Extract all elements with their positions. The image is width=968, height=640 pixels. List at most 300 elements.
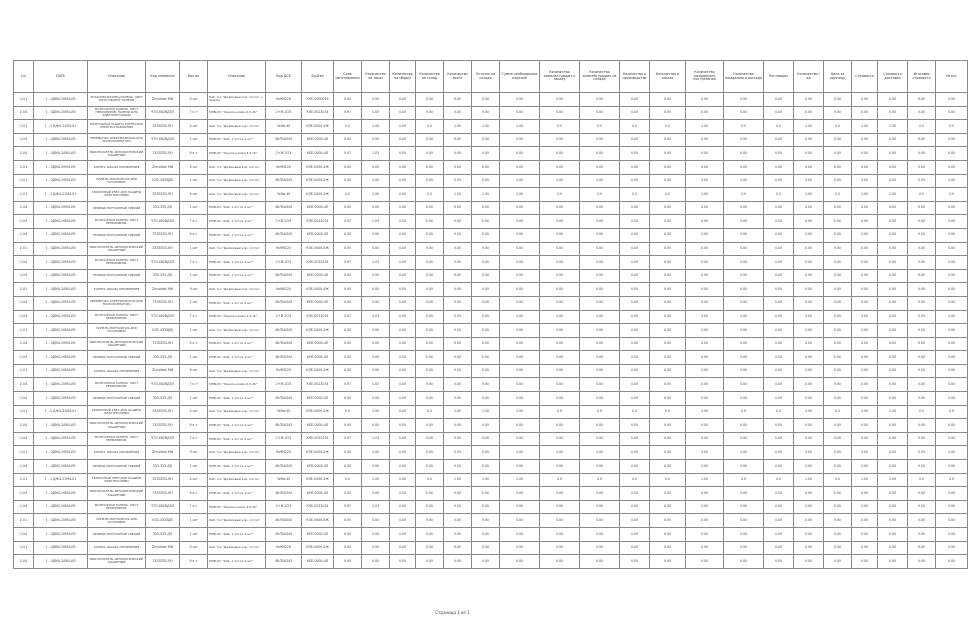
table-cell: 0.00 (620, 215, 650, 229)
table-cell: МНВ-ЛС "Каб. 1 лоток 4 шт" (208, 487, 266, 501)
table-cell: 1 - 0ДМ4-20М4-ИЗ (34, 432, 88, 446)
table-cell: 0.00 (936, 378, 968, 392)
table-cell: 0.00 (650, 174, 686, 188)
table-cell: 1.00 (362, 120, 390, 134)
table-cell: 0.00 (824, 201, 852, 215)
table-cell: 0.0 (650, 473, 686, 487)
table-cell: 2+М-2ОЗ (266, 500, 302, 514)
table-cell: 0.00 (580, 541, 620, 555)
table-cell: ПЕРЕМЫЧКА ЭЛЕКТРИЧЕСКАЯ ДЛЯ ТРАНСФОРМАТОРА (88, 133, 146, 147)
table-cell: 0.00 (472, 392, 500, 406)
table-cell: 1.00 (500, 120, 540, 134)
table-cell: 0.00 (650, 256, 686, 270)
table-cell: КЛЕ-0022034 (302, 500, 334, 514)
table-row (14, 188, 968, 202)
table-cell: 0.00 (500, 337, 540, 351)
table-cell: 0.00 (500, 351, 540, 365)
table-cell: 0.00 (390, 514, 416, 528)
table-cell: 0.00 (686, 147, 724, 161)
table-cell: 0.00 (416, 324, 444, 338)
table-cell: 0.00 (852, 364, 878, 378)
table-row (14, 147, 968, 161)
table-cell: 0.00 (416, 500, 444, 514)
table-cell: 0.00 (416, 419, 444, 433)
table-cell: 0.00 (908, 147, 936, 161)
table-cell: 0.00 (472, 337, 500, 351)
table-cell: 0.00 (686, 555, 724, 569)
table-row (14, 419, 968, 433)
table-cell: 0.00 (540, 201, 580, 215)
table-cell: 0.00 (878, 446, 908, 460)
table-cell: Каб. 3-х "Дюймовый кор. лоток" + Зажим (208, 93, 266, 107)
table-cell: 9х9М220 (266, 541, 302, 555)
table-cell: 2-01 (14, 93, 34, 107)
table-cell: 0.00 (686, 269, 724, 283)
table-cell: 0.00 (472, 160, 500, 174)
table-cell: 0.00 (824, 446, 852, 460)
table-cell: МНВ-ЛС "Каб. 1 лоток 4 шт" (208, 460, 266, 474)
table-cell: СБОРОЧНЫЙ УЗЕЛ ДЛЯ ЗАЩИТЫ ЭЛЕКТРОСХЕМЫ (88, 405, 146, 419)
table-cell: КЛЕ-0000-4Ж (302, 188, 334, 202)
table-cell: 2-04 (14, 500, 34, 514)
table-cell: Zincofast МИ (146, 93, 180, 107)
table-cell: 2+М-2ОЗ (266, 310, 302, 324)
table-cell: 2+М-2ОЗ (266, 106, 302, 120)
table-cell: 1.00 (794, 188, 824, 202)
table-cell: 0.00 (794, 541, 824, 555)
column-header: Код элемента (146, 61, 180, 93)
table-cell: МНВ-ЛС "Каб. 1 лоток 4 шт" (208, 392, 266, 406)
table-cell: МОНТАЖНАЯ ПАНЕЛЬ, ЛИСТ ПЕРФОРИРОВ. (88, 378, 146, 392)
table-cell: Каб. 3-х "Дюймовый кор. лоток" (208, 188, 266, 202)
table-cell: 4КЛ5АЗ4З (266, 296, 302, 310)
table-cell: 0.00 (878, 392, 908, 406)
table-cell: 2-04 (14, 337, 34, 351)
table-cell: 0.00 (362, 174, 390, 188)
table-cell: 0.0 (540, 473, 580, 487)
table-cell: 0.00 (878, 133, 908, 147)
table-cell: ПАНЕЛЬ МОНТАЖНАЯ ДЛЯ УСТАНОВКИ (88, 324, 146, 338)
table-cell: 0.00 (444, 337, 472, 351)
table-cell: 0.00 (620, 283, 650, 297)
table-cell: 0.00 (334, 364, 362, 378)
table-cell: 0.00 (908, 296, 936, 310)
table-cell: 3х9м-40 (266, 473, 302, 487)
table-cell: 0.00 (686, 528, 724, 542)
table-cell: 0.00 (390, 296, 416, 310)
table-cell: 0.00 (908, 419, 936, 433)
table-cell: 0.00 (650, 432, 686, 446)
table-cell: 0.00 (824, 133, 852, 147)
table-cell: 0.00 (724, 432, 764, 446)
table-cell: 0.0 (824, 188, 852, 202)
table-cell: 0.00 (764, 310, 794, 324)
table-cell: 0.00 (540, 541, 580, 555)
table-cell: 0.00 (764, 106, 794, 120)
table-cell: 0.0 (936, 473, 968, 487)
table-cell: 0.00 (824, 487, 852, 501)
table-cell: 0.00 (650, 392, 686, 406)
table-cell: 0.00 (444, 147, 472, 161)
table-cell: 0.00 (794, 160, 824, 174)
table-cell: 0.00 (444, 283, 472, 297)
table-cell: 1 - 0ДМ4-20М4-ИЗ (34, 160, 88, 174)
table-cell: ЧТЛ-4В2ВДЗЛ (146, 432, 180, 446)
table-cell: 2-04 (14, 296, 34, 310)
table-cell: 9х9М220 (266, 160, 302, 174)
table-cell: 4КЛ5АЗ4З (266, 133, 302, 147)
table-cell: 0.00 (794, 460, 824, 474)
table-cell: 0.00 (764, 324, 794, 338)
table-cell: 0.00 (824, 555, 852, 569)
table-cell: 1.00 (444, 120, 472, 134)
table-cell: 9 шт (180, 93, 208, 107)
table-cell: 0.97 (334, 147, 362, 161)
table-cell: 0.00 (580, 446, 620, 460)
table-cell: 0.00 (390, 528, 416, 542)
table-cell: Каб. 3-х "Дюймовый кор. лоток" (208, 242, 266, 256)
table-cell: 0.00 (936, 160, 968, 174)
table-cell: 0.00 (500, 256, 540, 270)
table-cell: 0.0 (764, 120, 794, 134)
table-cell: 1 - 0ДМ4-20М4-ИЗ (34, 147, 88, 161)
table-cell: 0.00 (580, 133, 620, 147)
table-cell: 0.00 (724, 147, 764, 161)
table-row (14, 242, 968, 256)
column-header: Кол-во (180, 61, 208, 93)
table-cell: ЧТЛ-4В2ВДЗЛ (146, 378, 180, 392)
table-cell: 0.00 (540, 324, 580, 338)
table-cell: 0.00 (416, 296, 444, 310)
table-cell: 0.00 (580, 215, 620, 229)
table-row (14, 378, 968, 392)
table-cell: 0.0 (580, 188, 620, 202)
table-cell: 0.00 (390, 324, 416, 338)
table-cell: 2-04 (14, 528, 34, 542)
table-cell: 1.00 (794, 405, 824, 419)
table-cell: 1 - 0ДМ4-20М4-ИЗ (34, 215, 88, 229)
table-cell: 0.00 (794, 215, 824, 229)
table-cell: 0.00 (824, 215, 852, 229)
table-cell: 0.00 (878, 555, 908, 569)
table-cell: 0.00 (416, 147, 444, 161)
table-cell: 0.00 (908, 269, 936, 283)
table-cell: 0.00 (908, 174, 936, 188)
table-cell: 0.00 (908, 160, 936, 174)
table-cell: 0.00 (416, 351, 444, 365)
table-cell: 2-04 (14, 256, 34, 270)
table-cell: 0.00 (444, 555, 472, 569)
table-cell: 0.00 (390, 405, 416, 419)
table-cell: 0.00 (686, 296, 724, 310)
table-cell: 0.00 (416, 174, 444, 188)
table-cell: 0.00 (794, 269, 824, 283)
table-cell: 1.00 (472, 473, 500, 487)
table-cell: 0.00 (686, 174, 724, 188)
table-cell: 1 шт (180, 296, 208, 310)
table-cell: 0.97 (334, 500, 362, 514)
table-cell: 0.00 (362, 419, 390, 433)
table-cell: 0.00 (686, 432, 724, 446)
table-cell: 0.00 (540, 500, 580, 514)
table-cell: МНВ-ЛС "Каб. 1 лоток 4 шт" (208, 256, 266, 270)
table-cell: 0.00 (416, 283, 444, 297)
table-cell: 0.00 (362, 446, 390, 460)
table-cell: 0.00 (794, 555, 824, 569)
table-cell: 0.0 (540, 405, 580, 419)
table-cell: 0.00 (764, 228, 794, 242)
table-cell: ПЕРЕМЫЧКА ЭЛЕКТРИЧЕСКАЯ ДЛЯ ТРАНСФОРМАТОРА (88, 296, 146, 310)
table-cell: КЛЕ-0022034 (302, 106, 334, 120)
table-cell: 0.00 (580, 310, 620, 324)
table-cell: КЛЕ-0000-4Л (302, 147, 334, 161)
table-cell: 0.00 (686, 93, 724, 107)
table-cell: 0.00 (472, 324, 500, 338)
table-cell: 0.00 (390, 160, 416, 174)
table-cell: 0.00 (500, 364, 540, 378)
table-cell: КЛЕ-0022034 (302, 432, 334, 446)
table-cell: 0.00 (444, 174, 472, 188)
table-cell: 0.00 (540, 364, 580, 378)
table-cell: 0.97 (334, 378, 362, 392)
table-row (14, 337, 968, 351)
column-header: Количество на сборку (390, 61, 416, 93)
table-cell: 0.00 (362, 460, 390, 474)
table-cell: 0.00 (824, 324, 852, 338)
table-cell: 0.00 (620, 351, 650, 365)
table-cell: 1 - 0ДМ4-20М4-ИЗ (34, 106, 88, 120)
table-cell: КЛЕ-0000-4Ж (302, 242, 334, 256)
table-cell: 0.00 (620, 392, 650, 406)
column-header: Количество / ед (794, 61, 824, 93)
table-cell: 0.00 (936, 555, 968, 569)
table-cell: КОРПУС ШКАФА УПРАВЛЕНИЯ (88, 160, 146, 174)
table-cell: 0.00 (852, 337, 878, 351)
table-cell: ЗЗЗ-ЗЗЗ ДЛ (146, 460, 180, 474)
table-cell: 1.00 (878, 188, 908, 202)
table-cell: 0.00 (724, 201, 764, 215)
table-cell: 7ЗЗЗЗЗЗ-ЛН (146, 147, 180, 161)
table-cell: 0.00 (686, 215, 724, 229)
table-cell: 1.03 (362, 256, 390, 270)
table-cell: ВЫКЛЮЧАТЕЛЬ АВТОМАТИЧЕСКИЙ ЗАЩИТНЫЙ (88, 419, 146, 433)
table-cell: МНВ-ЛС "Каб. 1 лоток 4 шт" (208, 337, 266, 351)
table-cell: МНВ-ЛС "Зажим-клемм 4-5-Ж" (208, 310, 266, 324)
column-header: Код ДСЕ (266, 61, 302, 93)
table-cell: 7 к-т (180, 106, 208, 120)
table-cell: 0.00 (390, 93, 416, 107)
table-cell: 0.00 (444, 269, 472, 283)
table-cell: 0.00 (794, 256, 824, 270)
table-cell: 0.00 (580, 242, 620, 256)
table-cell: 0.00 (936, 256, 968, 270)
table-cell: 0.00 (362, 133, 390, 147)
table-cell: 0.00 (390, 419, 416, 433)
table-cell: 0.00 (794, 351, 824, 365)
table-body (14, 93, 968, 569)
table-cell: 0.00 (444, 215, 472, 229)
table-cell: 2-04 (14, 392, 34, 406)
table-cell: 2-04 (14, 555, 34, 569)
table-cell: ЧТЛ-4В2ВДЗЛ (146, 256, 180, 270)
table-cell: 0.00 (500, 432, 540, 446)
table-cell: 0.00 (500, 147, 540, 161)
table-cell: КЛЕ-0000-4Л (302, 133, 334, 147)
table-cell: 0.00 (686, 514, 724, 528)
table-cell: 0.00 (620, 514, 650, 528)
table-cell: 0.00 (686, 242, 724, 256)
table-cell: 0.00 (416, 528, 444, 542)
table-cell: Каб. 3-х "Дюймовый кор. лоток" (208, 473, 266, 487)
table-cell: 0.00 (620, 174, 650, 188)
table-cell: 0.00 (764, 378, 794, 392)
table-cell: 0.00 (908, 324, 936, 338)
table-cell: 0.00 (540, 514, 580, 528)
table-cell: 1 - 0ДМ4-20М4-ИЗ (34, 541, 88, 555)
table-cell: 0.00 (764, 337, 794, 351)
table-cell: 0.00 (416, 364, 444, 378)
table-cell: 0.00 (724, 174, 764, 188)
table-cell: 0.00 (580, 93, 620, 107)
table-cell: 0.00 (580, 378, 620, 392)
table-cell: 0.00 (580, 364, 620, 378)
table-cell: МОНТАЖНАЯ ПАНЕЛЬ, ЛИСТ ПЕРФОРИРОВ. (88, 256, 146, 270)
table-cell: 2-01 (14, 174, 34, 188)
table-cell: 0.00 (794, 228, 824, 242)
table-cell: 0.00 (580, 555, 620, 569)
table-cell: 0.00 (580, 432, 620, 446)
table-cell: 0.00 (620, 432, 650, 446)
table-cell: 0.00 (824, 242, 852, 256)
table-cell: 0.00 (878, 228, 908, 242)
table-cell: 0.00 (444, 106, 472, 120)
table-cell: 7 к-т (180, 378, 208, 392)
table-cell: 4КЛ5АЗ4З (266, 555, 302, 569)
table-cell: 0.00 (824, 310, 852, 324)
table-cell: ЗЗЗЗЗЗЗ-ЛН (146, 188, 180, 202)
table-cell: 1 шт (180, 269, 208, 283)
table-cell: 0.00 (390, 487, 416, 501)
table-cell: 0.00 (724, 215, 764, 229)
table-cell: 0.00 (650, 555, 686, 569)
column-header: Количество комплектующих на складе (580, 61, 620, 93)
table-cell: 2-01 (14, 283, 34, 297)
table-cell: 0.00 (472, 106, 500, 120)
table-cell: 0.00 (334, 487, 362, 501)
table-cell: 0.00 (500, 269, 540, 283)
table-cell: 0.00 (794, 93, 824, 107)
table-cell: МНВ-ЛС "Каб. 1 лоток 4 шт" (208, 555, 266, 569)
table-cell: 0.00 (362, 555, 390, 569)
table-cell: 0.00 (764, 528, 794, 542)
table-cell: 0.00 (362, 242, 390, 256)
table-cell: 0.00 (362, 93, 390, 107)
table-cell: 0.00 (334, 446, 362, 460)
table-cell: 7ЗЗЗЗЗЗ-ЛН (146, 228, 180, 242)
table-cell: 0.00 (936, 283, 968, 297)
table-cell: 0.00 (362, 487, 390, 501)
table-cell: 0.00 (444, 133, 472, 147)
table-cell: 0.00 (824, 541, 852, 555)
table-cell: 9х9М220 (266, 242, 302, 256)
table-cell: КЛЕ-0000-4Л (302, 460, 334, 474)
table-cell: 0.0 (334, 188, 362, 202)
table-cell: 2+М-2ОЗ (266, 215, 302, 229)
table-cell: КЛЕ-0022034 (302, 256, 334, 270)
table-cell: 0.00 (852, 378, 878, 392)
table-row (14, 133, 968, 147)
table-cell: 0.00 (390, 351, 416, 365)
table-cell: 0.00 (620, 364, 650, 378)
table-cell: МНВ-ЛС "Зажим-клемм 4-5-Ж" (208, 378, 266, 392)
table-cell: 0.0 (334, 405, 362, 419)
table-cell: 2-04 (14, 378, 34, 392)
table-cell: 0.00 (416, 228, 444, 242)
table-cell: 0.00 (908, 351, 936, 365)
table-cell: 0.00 (500, 392, 540, 406)
table-cell: 0.00 (472, 378, 500, 392)
table-cell: 0.00 (650, 201, 686, 215)
table-cell: 0.00 (852, 432, 878, 446)
table-cell: 0.00 (362, 296, 390, 310)
table-cell: 0.00 (908, 337, 936, 351)
column-header: Количество всего (444, 61, 472, 93)
table-cell: 0.0 (650, 405, 686, 419)
table-cell: 0.00 (500, 242, 540, 256)
table-cell: МНВ-ЛС "Каб. 1 лоток 4 шт" (208, 215, 266, 229)
table-cell: 0.00 (416, 446, 444, 460)
table-cell: 0.00 (416, 269, 444, 283)
table-cell: 2-04 (14, 147, 34, 161)
table-cell: 0.00 (764, 555, 794, 569)
table-cell: 0.00 (620, 460, 650, 474)
table-cell: 2-04 (14, 487, 34, 501)
column-header: Количество на заказ (362, 61, 390, 93)
table-cell: 1 шт (180, 514, 208, 528)
table-cell: Zincofast МИ (146, 160, 180, 174)
table-cell: 2+М-2ОЗ (266, 378, 302, 392)
table-cell: 2-04 (14, 419, 34, 433)
table-cell: 0.00 (794, 419, 824, 433)
table-cell: 0.00 (878, 460, 908, 474)
table-cell: 0.00 (472, 242, 500, 256)
table-cell: 0.00 (936, 215, 968, 229)
table-cell: 0.0 (620, 405, 650, 419)
table-cell: 0.00 (878, 147, 908, 161)
table-cell: 0.00 (936, 228, 968, 242)
table-cell: 0.00 (878, 487, 908, 501)
table-cell: 0.00 (852, 310, 878, 324)
table-cell: ПРОВОД МОНТАЖНЫЙ ГИБКИЙ (88, 351, 146, 365)
table-cell: 0.00 (472, 296, 500, 310)
table-cell: МОНТАЖНАЯ ПАНЕЛЬ, ЛИСТ ПЕРФОРИРОВ. ПАНЕЛИ ДЛЯ ЭЛЕКТРОСТАНЦИИ (88, 106, 146, 120)
table-cell: 0.00 (686, 419, 724, 433)
table-cell: ЗЗЗ-ЗЗЗ ДЛ (146, 351, 180, 365)
table-cell: 1 - 0ДМ4-20М4-ИЗ (34, 296, 88, 310)
table-row (14, 555, 968, 569)
table-cell: 0.00 (390, 555, 416, 569)
column-header: Описание (88, 61, 146, 93)
table-cell: 0.00 (936, 337, 968, 351)
table-cell: 0.00 (580, 147, 620, 161)
table-cell: 1.00 (444, 188, 472, 202)
table-cell: 0.00 (908, 283, 936, 297)
table-cell: 0.00 (724, 419, 764, 433)
table-cell: 0.00 (908, 364, 936, 378)
table-cell: 0.00 (620, 201, 650, 215)
column-header: DATA (34, 61, 88, 93)
table-cell: 0.00 (936, 514, 968, 528)
